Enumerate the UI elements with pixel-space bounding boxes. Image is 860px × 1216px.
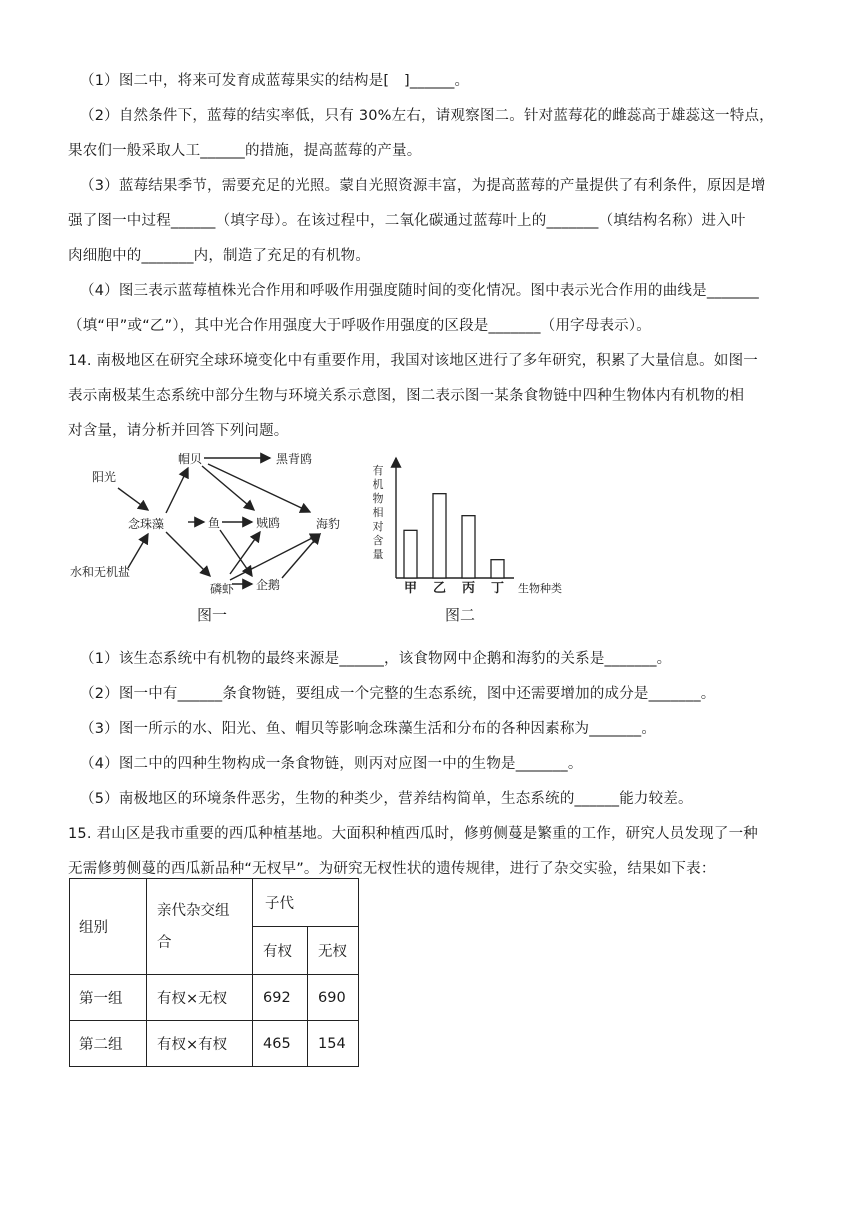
header-cross-line1: 亲代杂交组 bbox=[157, 902, 230, 919]
x-axis-label: 生物种类 bbox=[518, 582, 562, 595]
fig1-caption: 图一 bbox=[197, 606, 228, 624]
cell-cross: 有杈×有杈 bbox=[147, 1021, 253, 1067]
header-offspring: 子代 bbox=[253, 879, 359, 927]
y-axis-label-char: 机 bbox=[372, 478, 384, 491]
organic-content-bar-chart bbox=[368, 450, 578, 600]
node-limpet: 帽贝 bbox=[178, 452, 203, 466]
node-water-minerals: 水和无机盐 bbox=[70, 565, 131, 579]
y-axis-label-char: 有 bbox=[372, 464, 384, 477]
q13-part4-line2: （填“甲”或“乙”），其中光合作用强度大于呼吸作用强度的区段是_______（用字母表示）。 bbox=[68, 318, 651, 334]
x-tick-label: 乙 bbox=[432, 581, 447, 596]
header-cross-line2: 合 bbox=[157, 934, 172, 951]
q14-stem-line3: 对含量，请分析并回答下列问题。 bbox=[68, 423, 289, 439]
x-tick-label: 甲 bbox=[403, 581, 418, 596]
node-skua: 贼鸥 bbox=[256, 516, 281, 530]
q14-part3: （3）图一所示的水、阳光、鱼、帽贝等影响念珠藻生活和分布的各种因素称为_______。 bbox=[80, 721, 657, 737]
q13-part3-line2: 强了图一中过程______（填字母）。在该过程中，二氧化碳通过蓝莓叶上的_______（填结构名称）进入叶 bbox=[68, 213, 746, 229]
q13-part2-line2: 果农们一般采取人工______的措施，提高蓝莓的产量。 bbox=[68, 143, 422, 159]
bar-丁 bbox=[491, 560, 504, 578]
header-group: 组别 bbox=[70, 879, 147, 975]
q14-stem-line1: 14. 南极地区在研究全球环境变化中有重要作用，我国对该地区进行了多年研究，积累了大量信息。如图一 bbox=[68, 353, 758, 369]
node-seal: 海豹 bbox=[316, 517, 341, 531]
node-sun: 阳光 bbox=[92, 470, 117, 484]
cell-branch: 692 bbox=[253, 975, 308, 1021]
y-axis-label bbox=[373, 464, 384, 561]
node-fish: 鱼 bbox=[208, 516, 221, 530]
cell-cross: 有杈×无杈 bbox=[147, 975, 253, 1021]
cell-nobranch: 690 bbox=[308, 975, 359, 1021]
table-row bbox=[70, 1021, 359, 1067]
q14-part2: （2）图一中有______条食物链，要组成一个完整的生态系统，图中还需要增加的成分是_______。 bbox=[80, 686, 716, 702]
q13-part3-line1: （3）蓝莓结果季节，需要充足的光照。蒙自光照资源丰富，为提高蓝莓的产量提供了有利条件，原因是增 bbox=[80, 178, 766, 194]
node-algae: 念珠藻 bbox=[128, 517, 165, 531]
cell-group: 第一组 bbox=[70, 975, 147, 1021]
q13-part4-line1: （4）图三表示蓝莓植株光合作用和呼吸作用强度随时间的变化情况。图中表示光合作用的曲线是_______ bbox=[80, 283, 759, 299]
x-tick-label: 丙 bbox=[461, 581, 476, 596]
q15-stem-line2: 无需修剪侧蔓的西瓜新品种“无杈早”。为研究无杈性状的遗传规律，进行了杂交实验，结果如下表： bbox=[68, 861, 716, 877]
node-gull: 黑背鸥 bbox=[276, 452, 313, 466]
cell-group: 第二组 bbox=[70, 1021, 147, 1067]
q14-stem-line2: 表示南极某生态系统中部分生物与环境关系示意图，图二表示图一某条食物链中四种生物体内有机物的相 bbox=[68, 388, 745, 404]
y-axis-label-char: 对 bbox=[372, 520, 384, 533]
bar-丙 bbox=[462, 516, 475, 578]
q14-part1: （1）该生态系统中有机物的最终来源是______，该食物网中企鹅和海豹的关系是_______。 bbox=[80, 651, 672, 667]
cell-nobranch: 154 bbox=[308, 1021, 359, 1067]
q13-part3-line3: 肉细胞中的_______内，制造了充足的有机物。 bbox=[68, 248, 371, 264]
y-axis-label-char: 物 bbox=[372, 492, 384, 505]
q13-part2-line1: （2）自然条件下，蓝莓的结实率低，只有 30%左右，请观察图二。针对蓝莓花的雌蕊高于雄蕊这一特点， bbox=[80, 108, 774, 124]
node-penguin: 企鹅 bbox=[256, 578, 281, 592]
q13-part1: （1）图二中，将来可发育成蓝莓果实的结构是[ ]______。 bbox=[80, 73, 470, 89]
x-tick-label: 丁 bbox=[490, 581, 505, 596]
bar-乙 bbox=[433, 494, 446, 578]
q15-stem-line1: 15. 君山区是我市重要的西瓜种植基地。大面积种植西瓜时，修剪侧蔓是繁重的工作，研究人员发现了一种 bbox=[68, 826, 758, 842]
bar-甲 bbox=[404, 530, 417, 578]
cell-branch: 465 bbox=[253, 1021, 308, 1067]
fig2-caption: 图二 bbox=[445, 606, 476, 624]
header-cross bbox=[147, 879, 253, 975]
q14-part5: （5）南极地区的环境条件恶劣，生物的种类少，营养结构简单，生态系统的______能力较差。 bbox=[80, 791, 693, 807]
node-krill: 磷虾 bbox=[210, 582, 235, 596]
header-nobranch: 无杈 bbox=[308, 927, 359, 975]
header-branch: 有杈 bbox=[253, 927, 308, 975]
food-web-diagram bbox=[70, 448, 360, 618]
y-axis-label-char: 量 bbox=[372, 548, 384, 561]
y-axis-label-char: 含 bbox=[372, 534, 384, 547]
q14-part4: （4）图二中的四种生物构成一条食物链，则丙对应图一中的生物是_______。 bbox=[80, 756, 583, 772]
table-row bbox=[70, 975, 359, 1021]
y-axis-label-char: 相 bbox=[372, 506, 384, 519]
cross-results-table bbox=[69, 878, 359, 1067]
